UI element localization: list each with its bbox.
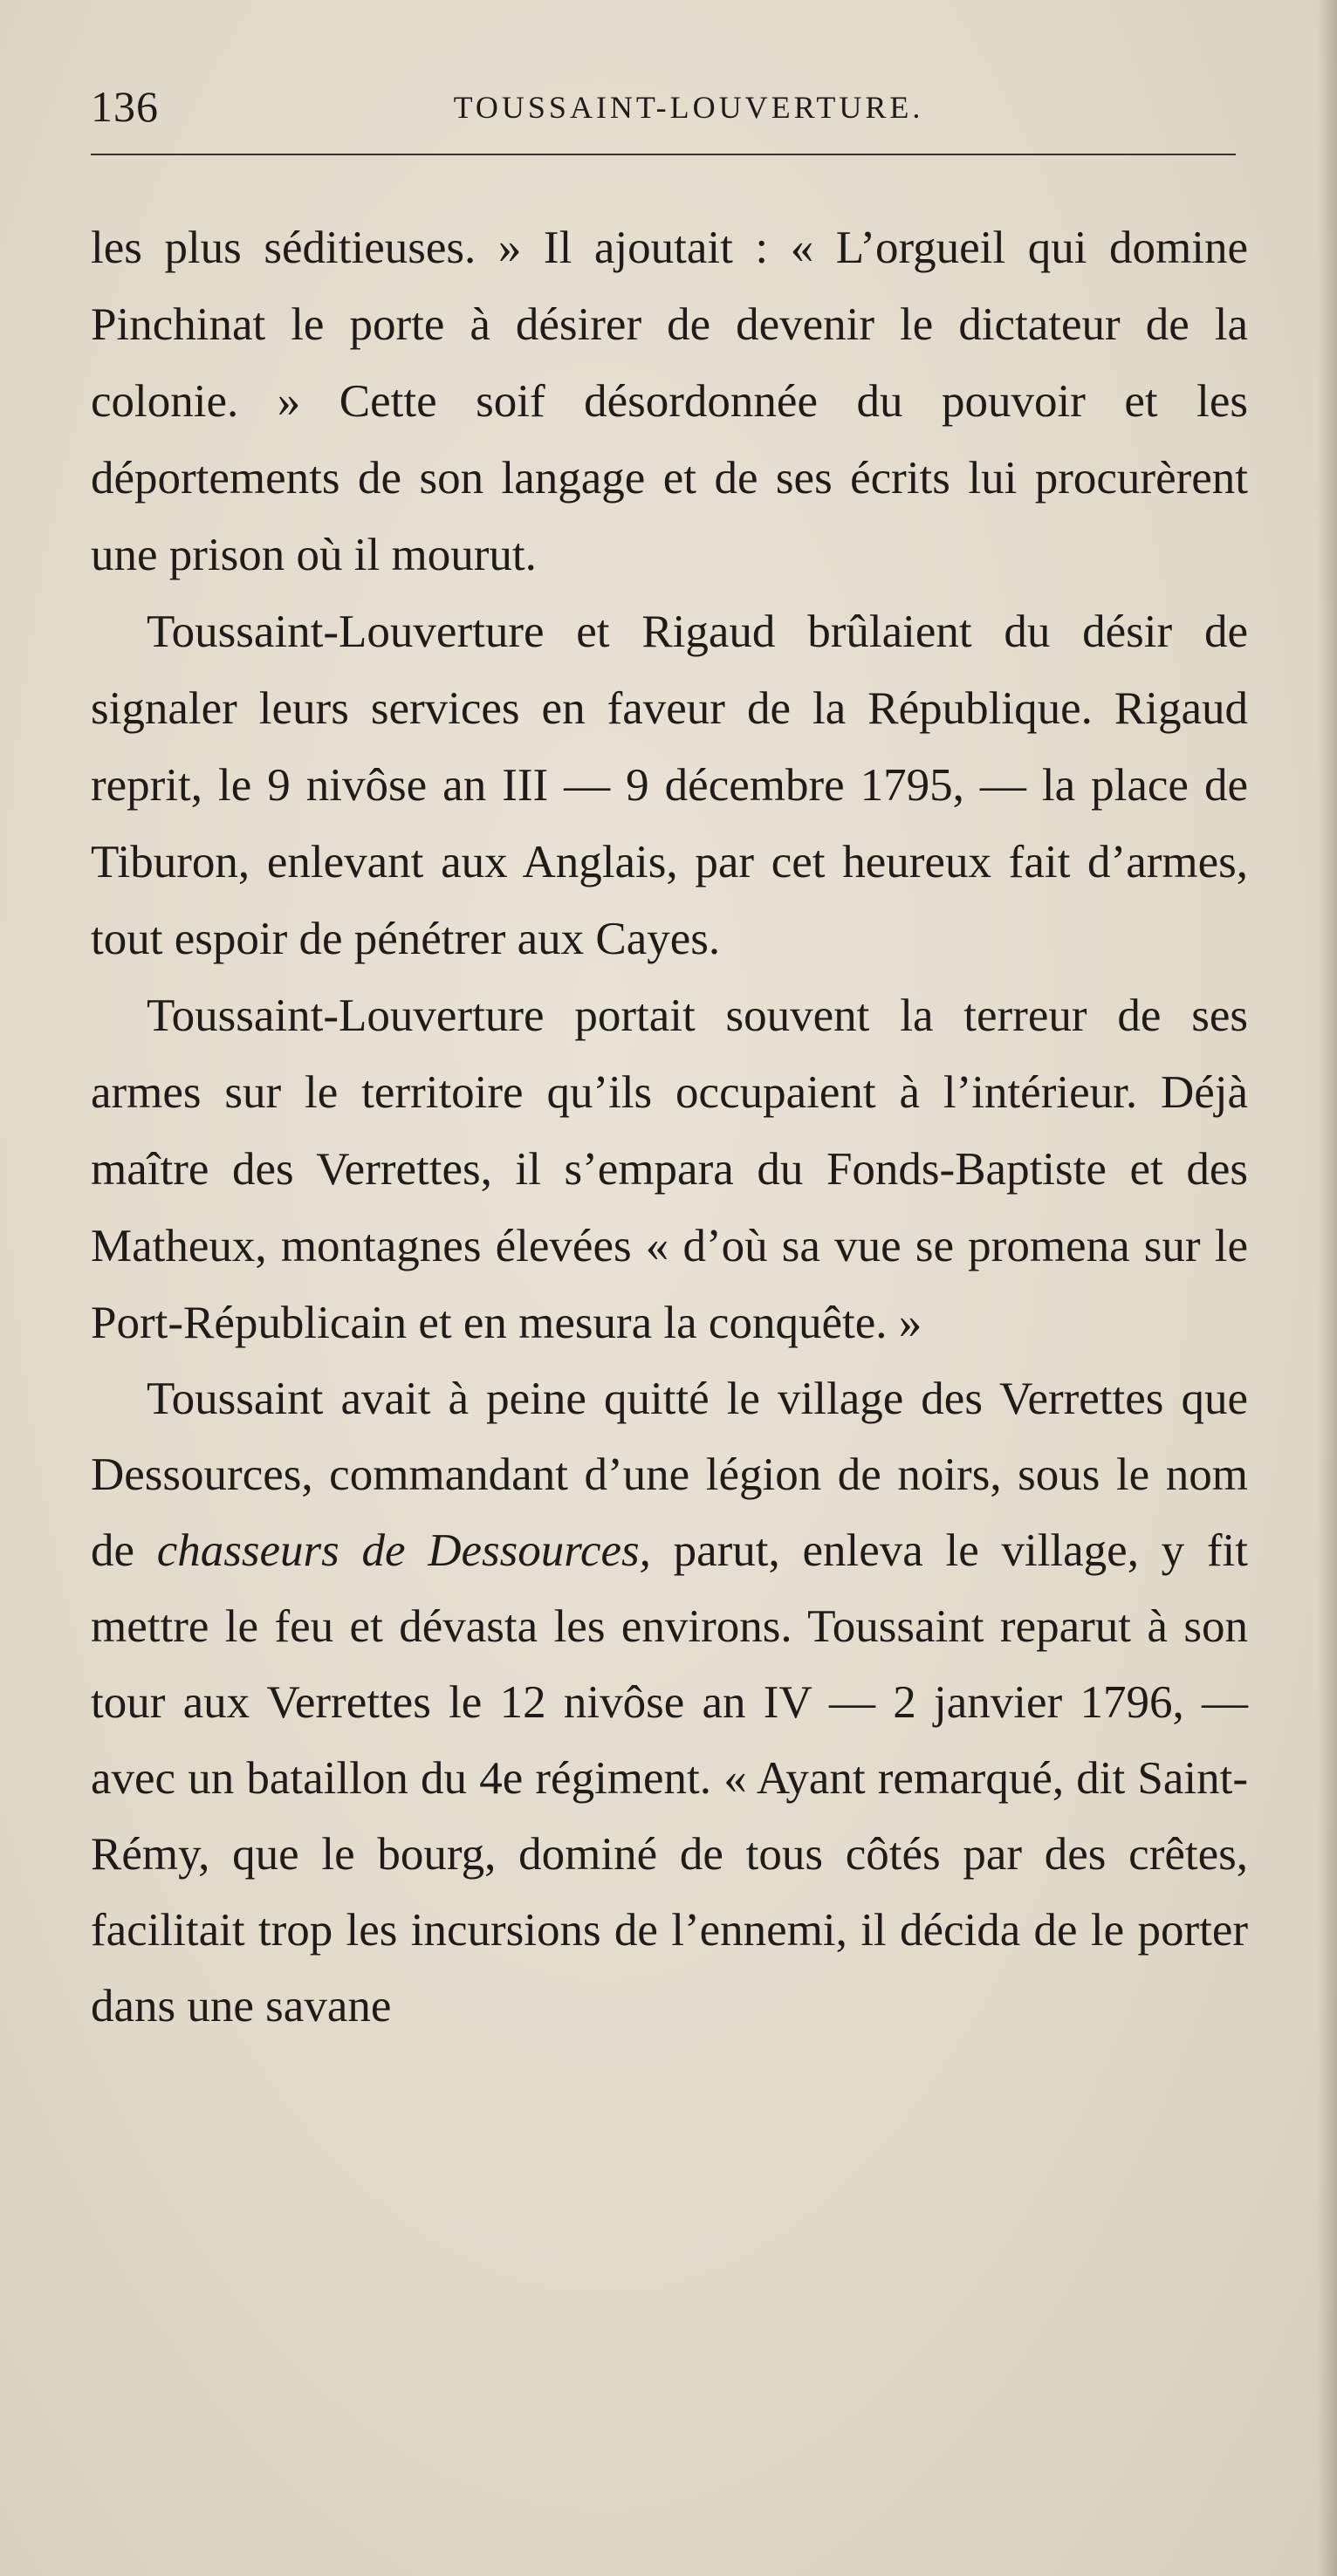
paragraph-4 <box>91 1361 1248 2045</box>
page-edge-shadow <box>1318 0 1337 2576</box>
paragraph-3: Toussaint-Louverture portait souvent la terreur de ses armes sur le territoire qu’ils occupaient à l’intérieur. Déjà maître des Verrettes, il s’empara du Fonds-Baptiste et des Matheux, montagnes élevées « d’où sa vue se promena sur le Port-Républicain et en mesura la conquête. » <box>91 990 1248 1348</box>
paragraph-1: les plus séditieuses. » Il ajoutait : « L’orgueil qui domine Pinchinat le porte à désirer de devenir le dictateur de la colonie. » Cette soif désordonnée du pouvoir et les déportements de son langage et de ses écrits lui procurèrent une prison où il mourut. <box>91 223 1248 580</box>
italic-unit-name: chasseurs de Dessources, <box>156 1525 651 1576</box>
page-header <box>91 80 1234 133</box>
body-text <box>91 209 1248 2045</box>
header-rule <box>91 154 1236 155</box>
running-title: TOUSSAINT-LOUVERTURE. <box>453 90 924 125</box>
paragraph-4-start: Toussaint avait à peine quitté le village des Verrettes que Dessources, commandant d’une légion de noirs, sous le nom de <box>91 1374 1248 1576</box>
paragraph-4-end: parut, enleva le village, y fit mettre le feu et dévasta les environs. Toussaint reparut à son tour aux Verrettes le 12 nivôse an IV — 2 janvier 1796, — avec un bataillon du 4e régiment. « Ayant remarqué, dit Saint-Rémy, que le bourg, dominé de tous côtés par des crêtes, facilitait trop les incursions de l’ennemi, il décida de le porter dans une savane <box>91 1525 1248 2031</box>
page-number: 136 <box>91 82 159 131</box>
paragraph-2: Toussaint-Louverture et Rigaud brûlaient du désir de signaler leurs services en faveur de la République. Rigaud reprit, le 9 nivôse an III — 9 décembre 1795, — la place de Tiburon, enlevant aux Anglais, par cet heureux fait d’armes, tout espoir de pénétrer aux Cayes. <box>91 606 1248 964</box>
